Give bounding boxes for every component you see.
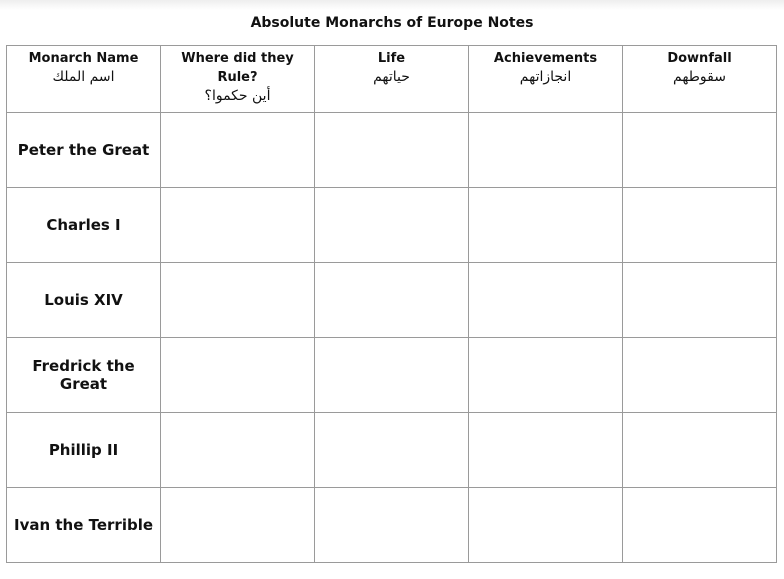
header-label: Downfall [667, 51, 732, 66]
monarch-name-cell: Charles I [7, 188, 161, 263]
life-cell[interactable] [315, 488, 469, 563]
table-row [7, 188, 777, 263]
achievements-cell[interactable] [469, 413, 623, 488]
table-row [7, 413, 777, 488]
downfall-cell[interactable] [623, 488, 777, 563]
achievements-cell[interactable] [469, 188, 623, 263]
top-bar [0, 0, 784, 10]
life-cell[interactable] [315, 413, 469, 488]
life-cell[interactable] [315, 338, 469, 413]
downfall-cell[interactable] [623, 113, 777, 188]
where-ruled-cell[interactable] [161, 188, 315, 263]
header-label-arabic: حياتهم [373, 69, 410, 85]
life-cell[interactable] [315, 113, 469, 188]
header-label-arabic: سقوطهم [673, 69, 726, 85]
monarch-name-cell: Phillip II [7, 413, 161, 488]
header-label-arabic: انجازاتهم [519, 69, 572, 85]
life-cell[interactable] [315, 188, 469, 263]
header-achievements [469, 46, 623, 113]
monarch-name-cell: Peter the Great [7, 113, 161, 188]
header-label: Monarch Name [28, 51, 139, 66]
page-title: Absolute Monarchs of Europe Notes [250, 15, 534, 31]
downfall-cell[interactable] [623, 413, 777, 488]
where-ruled-cell[interactable] [161, 413, 315, 488]
monarch-name-cell: Ivan the Terrible [7, 488, 161, 563]
monarch-name-cell: Fredrick the Great [7, 338, 161, 413]
downfall-cell[interactable] [623, 263, 777, 338]
table-row [7, 113, 777, 188]
header-label: Life [377, 51, 406, 66]
achievements-cell[interactable] [469, 113, 623, 188]
table-row [7, 488, 777, 563]
achievements-cell[interactable] [469, 263, 623, 338]
downfall-cell[interactable] [623, 338, 777, 413]
life-cell[interactable] [315, 263, 469, 338]
where-ruled-cell[interactable] [161, 338, 315, 413]
table-row [7, 338, 777, 413]
monarch-name-cell: Louis XIV [7, 263, 161, 338]
header-row [7, 46, 777, 113]
header-monarch-name [7, 46, 161, 113]
achievements-cell[interactable] [469, 338, 623, 413]
table-row [7, 263, 777, 338]
where-ruled-cell[interactable] [161, 113, 315, 188]
header-life [315, 46, 469, 113]
header-where-ruled [161, 46, 315, 113]
downfall-cell[interactable] [623, 188, 777, 263]
where-ruled-cell[interactable] [161, 263, 315, 338]
achievements-cell[interactable] [469, 488, 623, 563]
notes-table [6, 45, 777, 563]
header-label-arabic: اسم الملك [52, 69, 115, 85]
header-label: Where did they Rule? [181, 51, 294, 85]
header-label-arabic: أين حكموا؟ [204, 88, 271, 104]
header-downfall [623, 46, 777, 113]
header-label: Achievements [493, 51, 598, 66]
where-ruled-cell[interactable] [161, 488, 315, 563]
